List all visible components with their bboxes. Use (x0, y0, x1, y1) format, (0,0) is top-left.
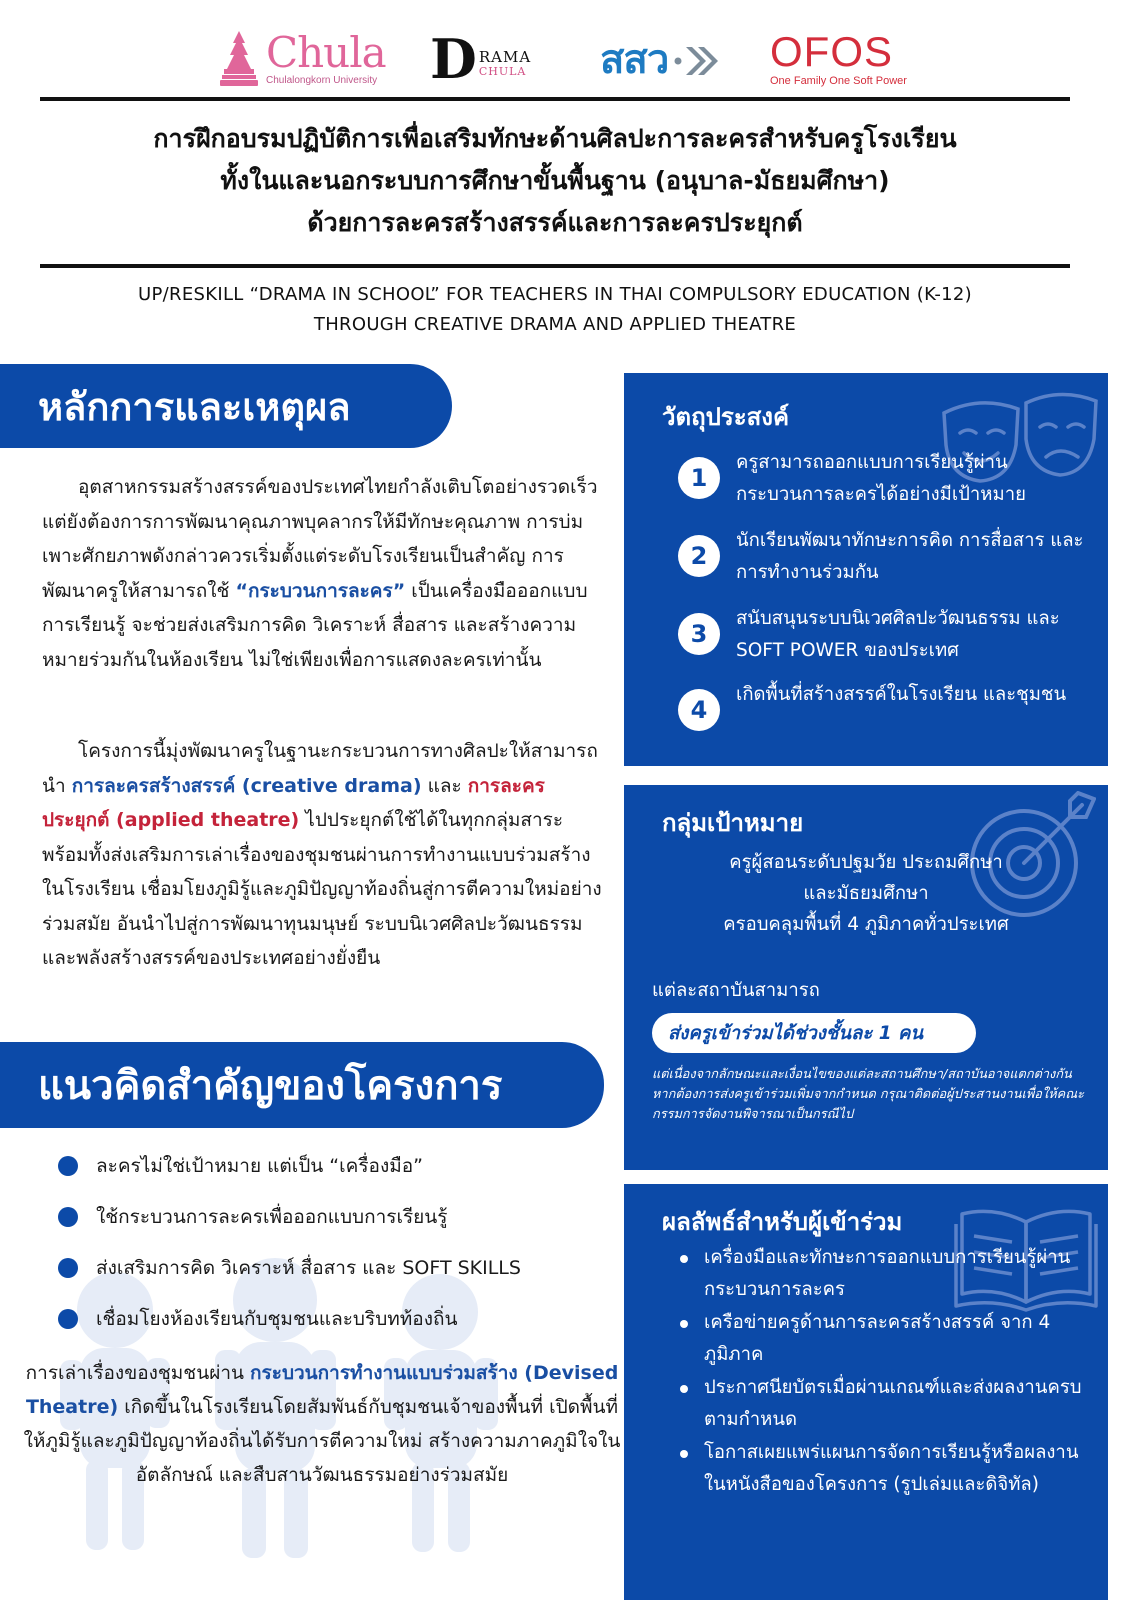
target-group-panel (624, 785, 1108, 1170)
rationale-p2-text-c: ไปประยุกต์ใช้ได้ในทุกกลุ่มสาระ พร้อมทั้งส่งเสริมการเล่าเรื่องของชุมชนผ่านการทำงานแบบร่วมสร้างในโรงเรียน เชื่อมโยงภูมิรู้และภูมิปัญญาท้องถิ่นสู่การตีความใหม่อย่างร่วมสมัย อันนำไปสู่การพัฒนาทุนมนุษย์ ระบบนิเวศศิลปะวัฒนธรรม และพลังสร้างสรรค์ของประเทศอย่างยั่งยืน (42, 809, 602, 969)
bullet-dot-icon (680, 1385, 688, 1393)
objective-item (678, 525, 1088, 589)
chula-logo (218, 24, 386, 94)
concept-bullet-text: ละครไม่ใช่เป้าหมาย แต่เป็น “เครื่องมือ” (96, 1154, 424, 1177)
list-item (58, 1191, 618, 1242)
title-line-2: ทั้งในและนอกระบบการศึกษาขั้นพื้นฐาน (อนุบาล-มัธยมศึกษา) (220, 166, 890, 195)
results-panel (624, 1184, 1108, 1600)
top-rule (40, 97, 1070, 101)
closing-text-a: การเล่าเรื่องของชุมชนผ่าน (25, 1362, 251, 1384)
chula-emblem-icon (218, 29, 260, 89)
drama-logo-letter: D (430, 27, 477, 91)
rationale-p2-highlight-applied: การละครประยุกต์ (applied theatre) (42, 774, 545, 831)
drama-chula-logo (430, 24, 531, 94)
page-title-thai (40, 118, 1070, 244)
objective-text: สนับสนุนระบบนิเวศศิลปะวัฒนธรรม และ SOFT POWER ของประเทศ (736, 608, 1060, 661)
bullet-dot-icon (58, 1156, 78, 1176)
bullet-dot-icon (680, 1255, 688, 1263)
objective-number: 2 (678, 535, 720, 577)
rationale-p1-text-b: เป็นเครื่องมือออกแบบการเรียนรู้ จะช่วยส่งเสริมการคิด วิเคราะห์ สื่อสาร และสร้างความหมายร่วมกันในห้องเรียน ไม่ใช่เพียงเพื่อการแสดงละครเท่านั้น (42, 579, 588, 671)
ofos-wordmark: OFOS (770, 28, 894, 75)
result-text: เครือข่ายครูด้านการละครสร้างสรรค์ จาก 4 ภูมิภาค (704, 1312, 1051, 1365)
rationale-p2-text-a: โครงการนี้มุ่งพัฒนาครูในฐานะกระบวนการทางศิลปะให้สามารถนำ (42, 740, 598, 797)
rationale-p2-highlight-creative: การละครสร้างสรรค์ (creative drama) (71, 774, 422, 797)
target-line-3: ครอบคลุมพื้นที่ 4 ภูมิภาคทั่วประเทศ (723, 914, 1009, 935)
rationale-p1-text-a: อุตสาหกรรมสร้างสรรค์ของประเทศไทยกำลังเติบโตอย่างรวดเร็ว แต่ยังต้องการการพัฒนาคุณภาพบุคลากรให้มีทักษะคุณภาพ การบ่มเพาะศักยภาพดังกล่าวควรเริ่มตั้งแต่ระดับโรงเรียนเป็นสำคัญ การพัฒนาครูให้สามารถใช้ (42, 476, 598, 602)
list-item (674, 1242, 1094, 1306)
sasao-chevrons-icon (674, 39, 720, 79)
closing-highlight: กระบวนการทำงานแบบร่วมสร้าง (Devised Theatre) (25, 1362, 619, 1418)
target-title: กลุ่มเป้าหมาย (662, 809, 804, 837)
objective-item (678, 603, 1088, 667)
concept-bullet-text: เชื่อมโยงห้องเรียนกับชุมชนและบริบทท้องถิ่น (96, 1307, 458, 1330)
target-each-institution: แต่ละสถาบันสามารถ (652, 980, 820, 1001)
result-text: ประกาศนียบัตรเมื่อผ่านเกณฑ์และส่งผลงานครบตามกำหนด (704, 1377, 1082, 1430)
target-line-1: ครูผู้สอนระดับปฐมวัย ประถมศึกษา (729, 852, 1003, 873)
ofos-tagline: One Family One Soft Power (770, 75, 907, 87)
title-rule (40, 264, 1070, 268)
chula-wordmark: Chula (266, 28, 386, 77)
drama-logo-sub: CHULA (478, 65, 527, 79)
target-quota-badge: ส่งครูเข้าร่วมได้ช่วงชั้นละ 1 คน (652, 1013, 976, 1053)
objective-item (678, 447, 1088, 511)
concept-closing-paragraph (22, 1356, 622, 1492)
objective-number: 4 (678, 689, 720, 731)
title-line-1: การฝึกอบรมปฏิบัติการเพื่อเสริมทักษะด้านศิลปะการละครสำหรับครูโรงเรียน (153, 124, 957, 153)
results-list (674, 1242, 1094, 1502)
bullet-dot-icon (58, 1207, 78, 1227)
title-en-line-2: THROUGH CREATIVE DRAMA AND APPLIED THEATRE (313, 314, 797, 335)
objective-text: นักเรียนพัฒนาทักษะการคิด การสื่อสาร และการทำงานร่วมกัน (736, 530, 1084, 583)
concept-heading: แนวคิดสำคัญของโครงการ (0, 1042, 604, 1128)
title-line-3: ด้วยการละครสร้างสรรค์และการละครประยุกต์ (307, 208, 803, 237)
rationale-p2-text-b: และ (421, 774, 468, 797)
concept-bullet-text: ใช้กระบวนการละครเพื่อออกแบบการเรียนรู้ (96, 1205, 448, 1228)
target-note: แต่เนื่องจากลักษณะและเงื่อนไขของแต่ละสถานศึกษา/สถาบันอาจแตกต่างกัน หากต้องการส่งครูเข้าร่วมเพิ่มจากกำหนด กรุณาติดต่อผู้ประสานงานเพื่อให้คณะกรรมการจัดงานพิจารณาเป็นกรณีไป (652, 1067, 1084, 1122)
drama-logo-word: RAMA (478, 48, 532, 67)
logo-bar (0, 24, 1131, 94)
list-item (58, 1293, 618, 1344)
bullet-dot-icon (680, 1450, 688, 1458)
bullet-dot-icon (58, 1258, 78, 1278)
rationale-paragraph-1 (42, 470, 610, 677)
results-title: ผลลัพธ์สำหรับผู้เข้าร่วม (662, 1208, 903, 1236)
sasao-wordmark: สสว (600, 37, 669, 83)
objective-item (678, 679, 1088, 731)
closing-text-b: เกิดขึ้นในโรงเรียนโดยสัมพันธ์กับชุมชนเจ้าของพื้นที่ เปิดพื้นที่ให้ภูมิรู้และภูมิปัญญาท้องถิ่นได้รับการตีความใหม่ สร้างความภาคภูมิใจในอัตลักษณ์ และสืบสานวัฒนธรรมอย่างร่วมสมัย (23, 1396, 621, 1486)
rationale-paragraph-2 (42, 734, 610, 976)
chula-subtitle: Chulalongkorn University (266, 75, 378, 86)
list-item (674, 1372, 1094, 1436)
objectives-title: วัตถุประสงค์ (662, 403, 790, 431)
concept-bullet-list (58, 1140, 618, 1344)
title-en-line-1: UP/RESKILL “DRAMA IN SCHOOL” FOR TEACHERS IN THAI COMPULSORY EDUCATION (K-12) (138, 284, 972, 305)
objective-number: 1 (678, 457, 720, 499)
target-description (644, 847, 1088, 940)
concept-bullet-text: ส่งเสริมการคิด วิเคราะห์ สื่อสาร และ SOFT SKILLS (96, 1256, 521, 1279)
list-item (58, 1242, 618, 1293)
result-text: โอกาสเผยแพร่แผนการจัดการเรียนรู้หรือผลงานในหนังสือของโครงการ (รูปเล่มและดิจิทัล) (704, 1442, 1079, 1495)
objectives-panel (624, 373, 1108, 766)
ofos-logo (770, 24, 907, 94)
list-item (674, 1307, 1094, 1371)
page-title-english (40, 280, 1070, 340)
result-text: เครื่องมือและทักษะการออกแบบการเรียนรู้ผ่านกระบวนการละคร (704, 1247, 1071, 1300)
objective-number: 3 (678, 613, 720, 655)
bullet-dot-icon (680, 1320, 688, 1328)
bullet-dot-icon (58, 1309, 78, 1329)
target-line-2: และมัธยมศึกษา (803, 883, 929, 904)
rationale-p1-highlight: “กระบวนการละคร” (235, 579, 406, 602)
objective-text: ครูสามารถออกแบบการเรียนรู้ผ่านกระบวนการละครได้อย่างมีเป้าหมาย (736, 452, 1026, 505)
rationale-heading: หลักการและเหตุผล (0, 364, 452, 448)
sasao-logo (600, 24, 720, 94)
list-item (674, 1437, 1094, 1501)
objective-text: เกิดพื้นที่สร้างสรรค์ในโรงเรียน และชุมชน (736, 684, 1067, 705)
list-item (58, 1140, 618, 1191)
